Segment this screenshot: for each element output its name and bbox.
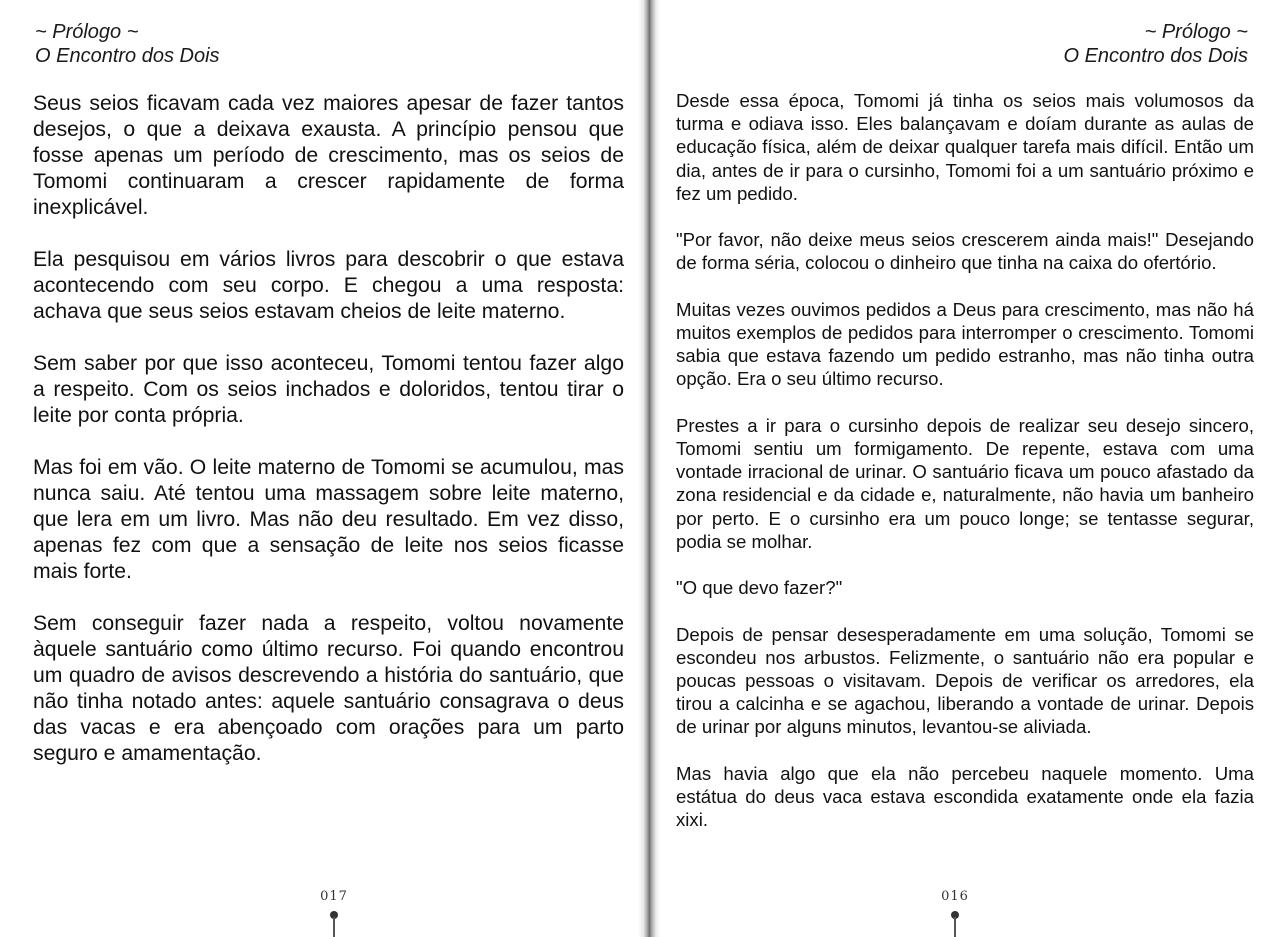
right-paragraph-5: "O que devo fazer?" xyxy=(676,577,843,599)
right-paragraph-3: Muitas vezes ouvimos pedidos a Deus para crescimento, mas não há muitos exemplos de pedidos para interromper o crescimento. Tomomi sabia que estava fazendo um pedido estranho, mas não tinha outra opção. Era o seu último recurso. xyxy=(676,298,1254,390)
left-running-header xyxy=(35,20,220,68)
right-header-chapter: ~ Prólogo ~ xyxy=(1144,21,1248,43)
right-paragraph-1: Desde essa época, Tomomi já tinha os seios mais volumosos da turma e odiava isso. Eles balançavam e doíam durante as aulas de educação física, além de deixar qualquer tarefa mais difícil. Então um dia, antes de ir para o cursinho, Tomomi foi a um santuário próximo e fez um pedido. xyxy=(676,90,1254,204)
right-header-title: O Encontro dos Dois xyxy=(1063,45,1248,67)
left-paragraph-3: Sem saber por que isso aconteceu, Tomomi tentou fazer algo a respeito. Com os seios inchados e doloridos, tentou tirar o leite por conta própria. xyxy=(33,352,624,427)
right-page xyxy=(657,0,1280,937)
right-paragraph-7: Mas havia algo que ela não percebeu naquele momento. Uma estátua do deus vaca estava escondida exatamente onde ela fazia xixi. xyxy=(676,762,1254,831)
book-gutter xyxy=(638,0,660,937)
left-folio-marker-icon xyxy=(329,911,339,937)
left-header-title: O Encontro dos Dois xyxy=(35,45,220,67)
right-paragraph-2: "Por favor, não deixe meus seios crescerem ainda mais!" Desejando de forma séria, colocou o dinheiro que tinha na caixa do ofertório. xyxy=(676,229,1254,274)
left-body-text xyxy=(33,91,624,793)
right-page-number: 016 xyxy=(941,889,969,904)
right-paragraph-4: Prestes a ir para o cursinho depois de realizar seu desejo sincero, Tomomi sentiu um formigamento. De repente, estava com uma vontade irracional de urinar. O santuário ficava um pouco afastado da zona residencial e da cidade e, naturalmente, não havia um banheiro por perto. E o cursinho era um pouco longe; se tentasse segurar, podia se molhar. xyxy=(676,414,1255,552)
left-paragraph-5: Sem conseguir fazer nada a respeito, voltou novamente àquele santuário como último recurso. Foi quando encontrou um quadro de avisos descrevendo a história do santuário, que não tinha notado antes: aquele santuário consagrava o deus das vacas e era abençoado com orações para um parto seguro e amamentação. xyxy=(33,612,624,765)
left-header-chapter: ~ Prólogo ~ xyxy=(35,21,139,43)
left-paragraph-1: Seus seios ficavam cada vez maiores apesar de fazer tantos desejos, o que a deixava exausta. A princípio pensou que fosse apenas um período de crescimento, mas os seios de Tomomi continuaram a crescer rapidamente de forma inexplicável. xyxy=(33,92,624,219)
right-running-header xyxy=(1063,20,1248,68)
left-paragraph-4: Mas foi em vão. O leite materno de Tomomi se acumulou, mas nunca saiu. Até tentou uma massagem sobre leite materno, que lera em um livro. Mas não deu resultado. Em vez disso, apenas fez com que a sensação de leite nos seios ficasse mais forte. xyxy=(33,456,624,583)
right-body-text xyxy=(676,89,1254,855)
right-paragraph-6: Depois de pensar desesperadamente em uma solução, Tomomi se escondeu nos arbustos. Felizmente, o santuário não era popular e poucas pessoas o visitavam. Depois de verificar os arredores, ela tirou a calcinha e se agachou, liberando a vontade de urinar. Depois de urinar por alguns minutos, levantou-se aliviada. xyxy=(676,623,1254,738)
right-folio-marker-icon xyxy=(950,911,960,937)
left-page-number: 017 xyxy=(320,889,348,904)
left-paragraph-2: Ela pesquisou em vários livros para descobrir o que estava acontecendo com seu corpo. E chegou a uma resposta: achava que seus seios estavam cheios de leite materno. xyxy=(33,248,624,323)
